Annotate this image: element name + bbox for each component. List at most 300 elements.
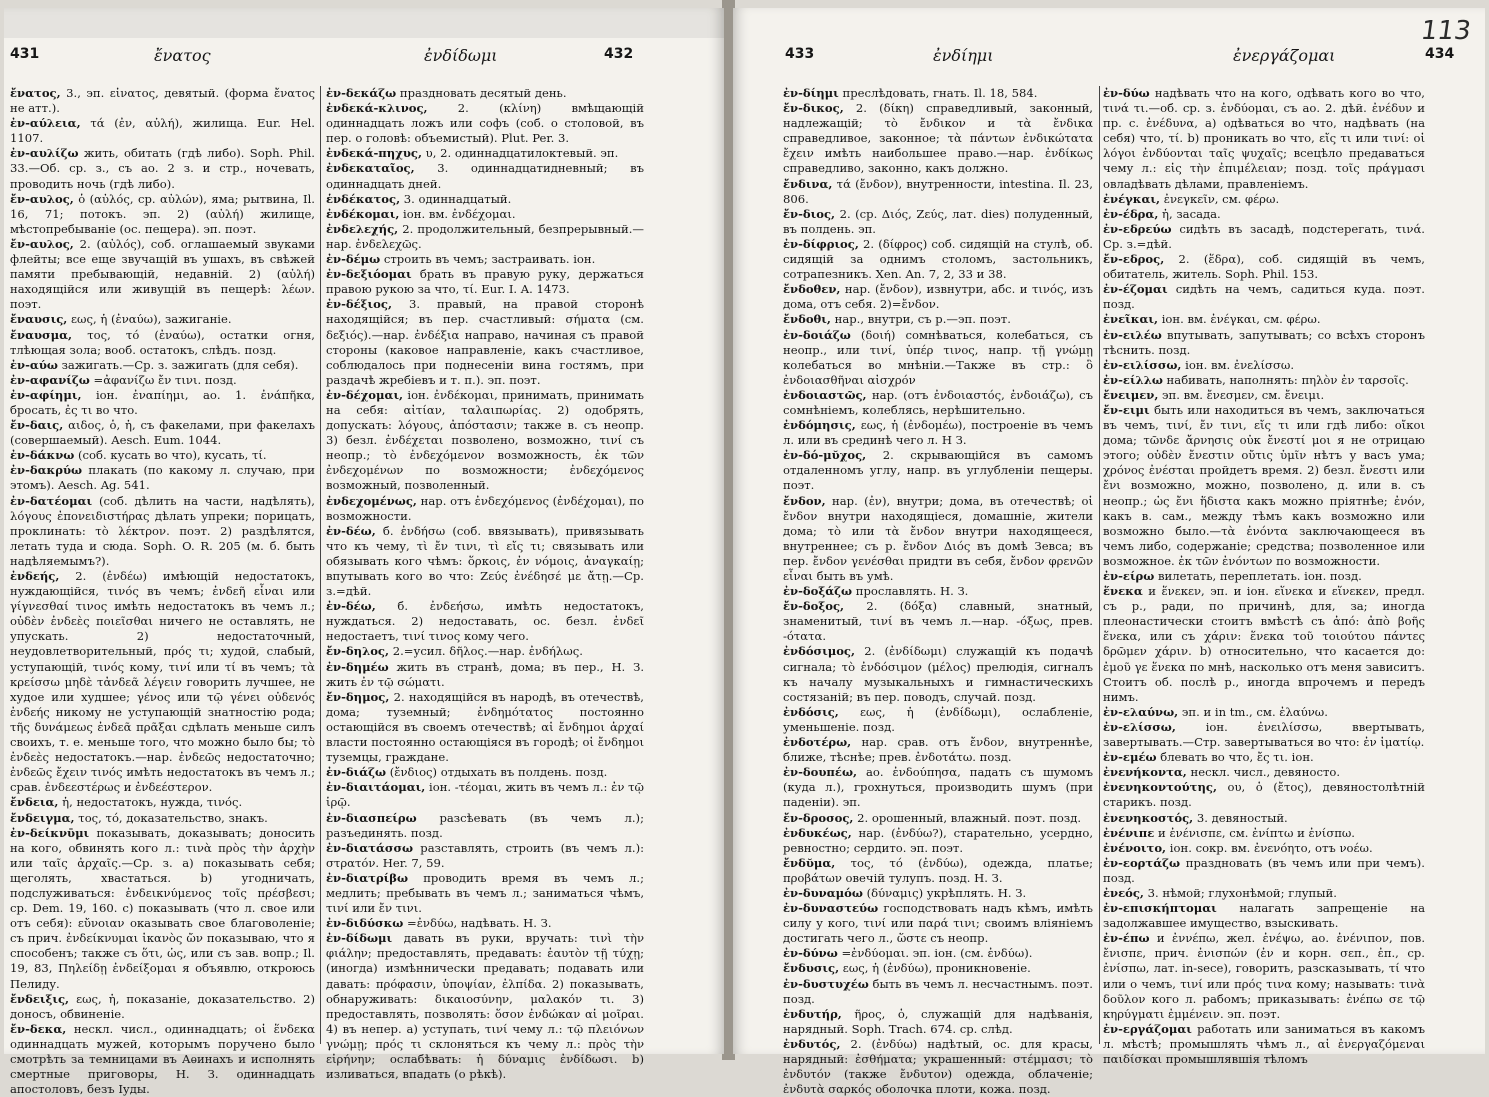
entry-headword: ἔν-δροσος, xyxy=(783,810,854,825)
handwritten-page-number: 113 xyxy=(1419,16,1474,46)
dictionary-entry xyxy=(10,795,315,810)
entry-definition: εως, ἡ (ἐνδύω), проникновеніе. xyxy=(839,961,1031,976)
dictionary-entry xyxy=(1103,328,1425,358)
entry-headword: ἐν-αύω xyxy=(10,357,58,372)
entry-definition: 2. (δίφρος) соб. сидящій на стулѣ, об. сидящій за однимъ столомъ, застольникъ, сотрапезникъ. Xen. An. 7, 2, 33 и 38. xyxy=(783,236,1093,282)
dictionary-entry xyxy=(783,282,1093,312)
dictionary-entry xyxy=(326,494,644,524)
entry-headword: ἔν-αυλος, xyxy=(10,236,74,251)
page-top-shadow xyxy=(4,8,724,38)
dictionary-entry xyxy=(1103,1022,1425,1067)
page-number: 432 xyxy=(604,46,634,62)
entry-definition: надѣвать что на кого, одѣвать кого во что, τινά τι.—об. ср. з. ἐνδύομαι, съ ао. 2. дѣй. ἐνέδυν и пр. с. ἐνέδυνα, а) одѣваться во что, надѣвать (на себя) что, τί. b) проникать во что, εἴς τι или τινί: οἱ λόγοι ἐνδύονται ταῖς ψυχαῖς; всецѣло предаваться чему л.: εἰς τὴν ἐπιμέλειαν; позд. τοῖς πράγμασι овладѣвать дѣлами, правленіемъ. xyxy=(1103,86,1425,191)
dictionary-entry xyxy=(10,418,315,448)
dictionary-entry xyxy=(10,358,315,373)
dictionary-entry xyxy=(1103,192,1425,207)
dictionary-entry xyxy=(783,765,1093,810)
entry-headword: ἐν-διατρίβω xyxy=(326,870,409,885)
entry-definition: 2. (κλίνη) вмѣщающій одиннадцать ложъ или софъ (соб. о столовой, въ пер. о головѣ: объемистый). Plut. Per. 3. xyxy=(326,101,644,146)
entry-headword: ἐν-δείκνῡμι xyxy=(10,825,90,840)
dictionary-entry xyxy=(10,86,315,116)
entry-headword: ἐν-είλλω xyxy=(1103,372,1163,387)
entry-definition: ioн. вм. ἐνελίσσω. xyxy=(1181,357,1295,372)
entry-definition: проводить время въ чемъ л.; медлить; пребывать въ чемъ л.; заниматься чѣмъ, τινί или ἔν τινι. xyxy=(326,870,644,916)
entry-headword: ἐν-είρω xyxy=(1103,569,1155,583)
entry-headword: ἔνατος, xyxy=(10,86,61,100)
entry-headword: ἐν-ελαύνω, xyxy=(1103,704,1179,719)
entry-headword: ἐν-δέω, xyxy=(326,599,376,614)
dictionary-entry xyxy=(326,161,644,191)
entry-headword: ἐνδοιαστῶς, xyxy=(783,387,867,402)
entry-definition: сидѣть на чемъ, садиться куда. поэт. позд. xyxy=(1103,282,1425,312)
running-head-word: ἐνεργάζομαι xyxy=(1233,46,1336,65)
entry-definition: нар. срав. отъ ἔνδον, внутреннѣе, ближе, тѣснѣе; прев. ἐνδοτάτω. позд. xyxy=(783,735,1093,765)
entry-definition: работать или заниматься въ какомъ л. мѣстѣ; промышлять чѣмъ л., αἱ ἐνεργαζόμεναι παιδίσκαι промышлявшія тѣломъ xyxy=(1103,1021,1425,1066)
entry-definition: (δοιή) сомнѣваться, колебаться, съ неопр., или τινί, ὑπέρ τινος, напр. τῇ γνώμῃ колебаться во мнѣніи.—Также въ стр.: ὃ ἐνδοιασθῆναι αἰσχρόν xyxy=(783,327,1093,387)
dictionary-entry xyxy=(1103,569,1425,584)
entry-definition: жить, обитать (гдѣ либо). Soph. Phil. 33.—Об. ср. з., съ ао. 2 з. и стр., ночевать, проводить ночь (гдѣ либо). xyxy=(10,146,315,191)
entry-headword: ἐν-εορτάζω xyxy=(1103,855,1181,870)
entry-definition: и ἕνεκεν, эп. и ioн. εἵνεκα и εἵνεκεν, предл. съ р., ради, по причинѣ, для, за; иногда плеонастически стоитъ вмѣстѣ съ ἀπό: ἀπὸ βοῆς ἕνεκα, или съ χάριν: ἕνεκα τοῦ τοιούτου πάντες δρῶμεν χάριν. b) относительно, что касается до: ἐμοῦ γε ἕνεκα по мнѣ, насколько отъ меня зависитъ. Стоитъ об. послѣ р., иногда впрочемъ и передъ нимъ. xyxy=(1103,584,1425,704)
dictionary-entry xyxy=(783,946,1093,961)
dictionary-entry xyxy=(783,1037,1093,1097)
dictionary-entry xyxy=(1103,705,1425,720)
entry-headword: ἐν-έδρα, xyxy=(1103,206,1159,221)
entry-definition: 2. (ἕδρα), соб. сидящій въ чемъ, обитатель, житель. Soph. Phil. 153. xyxy=(1103,252,1425,282)
entry-definition: ῆρος, ὁ, служащій для надѣванія, нарядный. Soph. Trach. 674. ср. слѣд. xyxy=(783,1006,1093,1036)
entry-definition: вилетать, переплетать. ioн. позд. xyxy=(1154,569,1362,583)
entry-headword: ἔν-δαις, xyxy=(10,418,64,433)
entry-headword: ἐν-διαιτάομαι, xyxy=(326,780,426,795)
entry-definition: разсѣевать (въ чемъ л.); разъединять. позд. xyxy=(326,810,644,840)
dictionary-entry xyxy=(10,146,315,191)
entry-headword: ἐνενηκοντούτης, xyxy=(1103,780,1217,795)
dictionary-entry xyxy=(783,599,1093,644)
entry-headword: ἔνδῠμα, xyxy=(783,855,836,870)
dictionary-entry xyxy=(326,146,644,161)
entry-definition: =ἀφανίζω ἔν τινι. позд. xyxy=(89,372,237,387)
entry-headword: ἕνεκα xyxy=(1103,584,1143,599)
entry-headword: ἐνενηκοστός, xyxy=(1103,810,1194,825)
entry-headword: ἐν-δεκάζω xyxy=(326,86,397,100)
entry-definition: быть или находиться въ чемъ, заключаться въ чемъ, τινί, ἔν τινι, εἴς τι или гдѣ либо: οἴκοι дома; τῶνδε ἄρνησις οὐκ ἔνεστί μοι я не отрицаю этого; οὐδὲν ἔνεστιν οὔτις ὑμῖν нѣтъ у васъ ума; χρόνος ἐνέσται пройдетъ время. 2) безл. ἔνεστι или ἔνι возможно, можно, позволено, д. или в. съ неопр.; ὡς ἔνι ἥδιστα какъ можно пріятнѣе; ἐνόν, какъ в. сам., между тѣмъ какъ возможно или возможно было.—τὰ ἐνόντα заключающееся въ чемъ либо, содержаніе; средства; позволенное или возможное. ἐκ τῶν ἐνόντων по возможности. xyxy=(1103,402,1425,568)
dictionary-entry xyxy=(783,86,1093,101)
entry-definition: ἡ, засада. xyxy=(1158,206,1221,221)
dictionary-entry xyxy=(10,494,315,569)
entry-definition: ioн. вм. ἐνδέχομαι. xyxy=(399,206,516,221)
entry-headword: ἐνεῖκαι, xyxy=(1103,312,1159,327)
entry-headword: ἐν-δυναστεύω xyxy=(783,901,879,916)
dictionary-entry xyxy=(1103,312,1425,327)
entry-definition: ἐνεγκεῖν, см. φέρω. xyxy=(1160,191,1280,206)
entry-headword: ἐνδεκά-κλινος, xyxy=(326,101,428,116)
entry-definition: ioн. ἐνειλίσσω, ввертывать, завертывать.—Стр. завертываться во что: ἐν ἱματίῳ. xyxy=(1103,719,1425,750)
entry-definition: и ἐνένισπε, см. ἐνίπτω и ἐνίσπω. xyxy=(1154,825,1355,840)
entry-headword: ἐνδεχομένως, xyxy=(326,493,417,508)
running-head-word: ἐνδίδωμι xyxy=(424,46,498,65)
dictionary-entry xyxy=(10,192,315,237)
dictionary-entry xyxy=(1103,252,1425,282)
entry-definition: быть въ чемъ л. несчастнымъ. поэт. позд. xyxy=(783,976,1093,1006)
entry-definition: налагать запрещеніе на задолжавшее имущество, взыскивать. xyxy=(1103,901,1425,931)
text-column xyxy=(1103,86,1425,1066)
entry-definition: 2. (ἐνδέω) имѣющій недостатокъ, нуждающійся, τινός въ чемъ; ἐνδεῆ εἶναι или γίγνεσθαί τινος имѣть недостатокъ въ чемъ л.; οὐδὲν ἐνδεὲς ποιεῖσθαι ничего не оставлять, не упускать. 2) недостаточный, неудовлетворительный, πρός τι; худой, слабый, уступающій, τινός кому, τινί или τί въ чемъ; τὰ κρείσσω μηδὲ τἀνδεᾶ λέγειν говорить лучшее, не худое или худшее; γένος или τῷ γένει οὐδενός ἐνδεής никому не уступающій знатностію рода; τῆς δυνάμεως ἐνδεᾶ πρᾶξαι сдѣлать меньше силъ своихъ, т. е. меньше того, что можно было бы; τὸ ἐνδεὲς недостатокъ.—нар. ἐνδεῶς недостаточно; ἐνδεῶς ἔχειν τινός имѣть недостатокъ въ чемъ л.; срав. ἐνδεεστέρως и ἐνδεέστερον. xyxy=(10,569,315,795)
entry-definition: τος, τό, доказательство, знакъ. xyxy=(74,810,268,825)
entry-headword: ἐνδέκομαι, xyxy=(326,206,400,221)
entry-definition: блевать во что, ἔς τι. ioн. xyxy=(1156,750,1314,765)
entry-definition: =ἐνδύω, надѣвать. Н. З. xyxy=(403,916,552,931)
entry-headword: ἐνέγκαι, xyxy=(1103,191,1161,206)
dictionary-entry xyxy=(326,644,644,659)
entry-definition: τος, τό (ἐνδύω), одежда, платье; προβάτων овечій тулупъ. позд. Н. З. xyxy=(783,855,1093,885)
dictionary-entry xyxy=(326,811,644,841)
dictionary-entry xyxy=(783,826,1093,856)
entry-headword: ἔνδειξις, xyxy=(10,991,70,1006)
entry-definition: прославлять. Н. З. xyxy=(852,584,969,599)
entry-definition: 3., эп. εἰνατος, девятый. (форма ἔνατος не атт.). xyxy=(10,86,315,116)
entry-headword: ἔν-δηλος, xyxy=(326,644,390,659)
entry-definition: ου, ὁ (ἔτος), девяностолѣтній старикъ. позд. xyxy=(1103,780,1425,810)
entry-definition: 2. (ἐνδίδωμι) служащій къ подачѣ сигнала; τὸ ἐνδόσιμον (μέλος) прелюдія, сигналъ къ началу музыкальныхъ и гимнастическихъ состязаній; въ пер. поводъ, случай. позд. xyxy=(783,644,1093,704)
dictionary-entry xyxy=(10,237,315,312)
entry-headword: ἐνεός, xyxy=(1103,885,1144,900)
entry-headword: ἐν-δυστυχέω xyxy=(783,976,869,991)
entry-definition: и ἐννέπω, жел. ἐνέψω, ао. ἐνένιπον, пов. ἔνισπε, прич. ἐνισπών (ἐν и корн. σεπ., ἐπ., ср. ἐνίσπω, лат. in-sece), говорить, разсказывать, τί что или о чемъ, τινί или πρός τινα кому; называть: τινὰ δοῦλον кого л. рабомъ; приказывать: ἐνέπω σε τῷ κηρύγματι ἐμμένειν. эп. поэт. xyxy=(1103,931,1425,1021)
entry-definition: αιδος, ὁ, ἡ, съ факелами, при факелахъ (совершаемый). Aesch. Eum. 1044. xyxy=(10,418,315,448)
dictionary-entry xyxy=(326,916,644,931)
entry-definition: 2. (αὐλός), соб. оглашаемый звуками флейты; все еще звучащій въ ушахъ, въ свѣжей памяти пребывающій, недавній. 2) (αὐλή) находящійся или живущій въ пещерѣ: λέων. поэт. xyxy=(10,236,315,312)
entry-definition: сидѣть въ засадѣ, подстерегать, τινά. Ср. з.=дѣй. xyxy=(1103,221,1425,251)
entry-headword: ἐνένιπε xyxy=(1103,825,1155,840)
dictionary-entry xyxy=(10,373,315,388)
dictionary-entry xyxy=(1103,841,1425,856)
entry-definition: 3. правый, на правой сторонѣ находящійся; въ пер. счастливый: σήματα (см. δεξιός).—нар. ἐνδέξια направо, начиная съ правой стороны (каковое направленіе, какъ счастливое, соблюдалось при поднесеніи вина гостямъ, при раздачѣ жребіевъ и т. п.). эп. поэт. xyxy=(326,297,644,387)
dictionary-entry xyxy=(326,252,644,267)
dictionary-entry xyxy=(1103,207,1425,222)
dictionary-entry xyxy=(326,660,644,690)
entry-definition: τος, τό (ἐναύω), остатки огня, тлѣющая зола; вооб. остатокъ, слѣдъ. позд. xyxy=(10,327,315,357)
entry-headword: ἔν-δημος, xyxy=(326,689,390,704)
entry-headword: ἔνδοθι, xyxy=(783,312,831,327)
entry-definition: нар. (отъ ἐνδοιαστός, ἐνδοιάζω), съ сомнѣніемъ, колеблясь, нерѣшительно. xyxy=(783,387,1093,417)
text-column xyxy=(326,86,644,1082)
dictionary-entry xyxy=(326,207,644,222)
dictionary-entry xyxy=(783,977,1093,1007)
dictionary-entry xyxy=(326,222,644,252)
dictionary-entry xyxy=(10,569,315,795)
entry-headword: ἐν-έπω xyxy=(1103,931,1150,946)
entry-headword: ἐν-ειλέω xyxy=(1103,327,1162,342)
entry-definition: ао. ἐνδούπησα, падать съ шумомъ (куда л.), грохнуться, производить шумъ (при паденіи). эп. xyxy=(783,765,1093,810)
entry-definition: 2. скрывающійся въ самомъ отдаленномъ углу, напр. въ углубленіи пещеры. поэт. xyxy=(783,448,1093,493)
entry-definition: 3. одиннадцатый. xyxy=(400,191,512,206)
dictionary-entry xyxy=(326,297,644,388)
dictionary-entry xyxy=(326,780,644,810)
entry-definition: нар. (ἐνδύω?), старательно, усердно, ревностно; сердито. эп. поэт. xyxy=(783,825,1093,855)
dictionary-entry xyxy=(783,1007,1093,1037)
dictionary-entry xyxy=(326,267,644,297)
dictionary-entry xyxy=(1103,826,1425,841)
entry-headword: ἔνειμεν, xyxy=(1103,387,1159,402)
entry-headword: ἐν-δάκνω xyxy=(10,448,75,463)
entry-definition: ioн. ἐναπίημι, ао. 1. ἐνάπῆκα, бросать, ἐς τι во что. xyxy=(10,387,315,417)
text-column xyxy=(783,86,1093,1097)
entry-headword: ἐν-αύλεια, xyxy=(10,116,81,131)
right-page-header xyxy=(733,46,1485,72)
dictionary-entry xyxy=(783,811,1093,826)
entry-headword: ἐνένοιτο, xyxy=(1103,840,1167,855)
entry-headword: ἐνδόσιμος, xyxy=(783,644,856,659)
entry-definition: 2. (δόξα) славный, знатный, знаменитый, τινί въ чемъ л.—нар. -όξως, прев. -ότατα. xyxy=(783,599,1093,644)
dictionary-entry xyxy=(1103,811,1425,826)
entry-headword: ἐνενήκοντα, xyxy=(1103,765,1187,780)
dictionary-entry xyxy=(326,388,644,494)
entry-definition: (δύναμις) укрѣплять. Н. З. xyxy=(862,885,1027,900)
entry-headword: ἔν-δεκα, xyxy=(10,1021,67,1036)
entry-definition: 2. (ср. Διός, Ζεύς, лат. dies) полуденный, въ полдень. эп. xyxy=(783,206,1093,236)
dictionary-entry xyxy=(326,101,644,146)
entry-definition: τά (ἔνδον), внутренности, intestina. Il. 23, 806. xyxy=(783,176,1093,206)
entry-headword: ἐν-δίημι xyxy=(783,86,839,100)
text-column xyxy=(10,86,315,1097)
entry-headword: ἐν-διδύσκω xyxy=(326,916,404,931)
entry-headword: ἔναυσμα, xyxy=(10,327,73,342)
dictionary-entry xyxy=(783,237,1093,282)
entry-definition: υ, 2. одиннадцатилоктевый. эп. xyxy=(421,146,619,161)
entry-headword: ἐν-δέχομαι, xyxy=(326,387,404,402)
entry-definition: ἡ, недостатокъ, нужда, τινός. xyxy=(58,795,243,810)
dictionary-entry xyxy=(783,901,1093,946)
entry-headword: ἐν-αφίημι, xyxy=(10,387,82,402)
dictionary-entry xyxy=(1103,282,1425,312)
dictionary-entry xyxy=(783,328,1093,388)
entry-definition: ioн. вм. ἐνέγκαι, см. φέρω. xyxy=(1158,312,1321,327)
dictionary-entry xyxy=(1103,358,1425,373)
entry-headword: ἐν-δύνω xyxy=(783,946,838,961)
dictionary-entry xyxy=(1103,584,1425,705)
dictionary-entry xyxy=(1103,222,1425,252)
entry-definition: праздновать (въ чемъ или при чемъ). позд. xyxy=(1103,855,1425,885)
entry-headword: ἐν-επισκήπτομαι xyxy=(1103,901,1217,916)
dictionary-entry xyxy=(326,765,644,780)
entry-definition: =ἐνδύομαι. эп. ioн. (см. ἐνδύω). xyxy=(837,946,1033,961)
entry-definition: ioн. ἐνδέκομαι, принимать, принимать на себя: αἰτίαν, ταλαιπωρίας. 2) одобрять, допускать: λόγους, ἀπόστασιν; также в. съ неопр. 3) безл. ἐνδέχεται позволено, возможно, τινί съ неопр.; τὸ ἐνδεχόμενον возможность, ἐκ τῶν ἐνδεχομένων по возможности; ἐνδεχόμενος возможный, позволенный. xyxy=(326,387,644,493)
entry-definition: впутывать, запутывать; со всѣхъ сторонъ тѣснить. позд. xyxy=(1103,327,1425,357)
entry-definition: 3. нѣмой; глухонѣмой; глупый. xyxy=(1143,885,1337,900)
entry-headword: ἐν-εμέω xyxy=(1103,750,1157,765)
entry-definition: 2. (ἐνδύω) надѣтый, ос. для красы, нарядный: ἐσθήματα; украшенный: στέμμασι; τὸ ἐνδυτόν (также ἔνδυτον) одежда, облаченіе; ἐνδυτὰ σαρκός оболочка плоти, кожа. позд. xyxy=(783,1036,1093,1097)
dictionary-entry xyxy=(783,856,1093,886)
dictionary-entry xyxy=(1103,901,1425,931)
entry-definition: строить въ чемъ; застраивать. ioн. xyxy=(380,252,596,267)
entry-headword: ἐνδεκά-πηχυς, xyxy=(326,146,422,161)
entry-headword: ἔνδοθεν, xyxy=(783,282,841,297)
entry-definition: нар., внутри, съ р.—эп. поэт. xyxy=(830,312,1011,327)
entry-headword: ἔνδινα, xyxy=(783,176,833,191)
dictionary-entry xyxy=(1103,720,1425,750)
dictionary-entry xyxy=(783,735,1093,765)
entry-headword: ἐν-ειλίσσω, xyxy=(1103,357,1182,372)
entry-definition: нар. (ἐν), внутри; дома, въ отечествѣ; οἱ ἔνδον внутри находящіеся, домашніе, жители дома; τὸ или τὰ ἔνδον внутри находящееся, внутреннее; съ р. ἔνδον Διός въ домѣ Зевса; въ пер. ἔνδον γενέσθαι придти въ себя, ἔνδον φρενῶν εἶναι быть въ умѣ. xyxy=(783,493,1093,583)
entry-definition: нескл. числ., одиннадцать; οἱ ἕνδεκα одиннадцать мужей, которымъ поручено было смотрѣть за темницами въ Аѳинахъ и исполнять смертные приговоры, Н. З. одиннадцать апостоловъ, безъ Іуды. xyxy=(10,1021,315,1097)
entry-definition: набивать, наполнять: πηλὸν ἐν ταρσοῖς. xyxy=(1162,372,1409,387)
entry-headword: ἐν-δυναμόω xyxy=(783,885,863,900)
entry-headword: ἐν-διάζω xyxy=(326,765,387,780)
entry-definition: эп. и in tm., см. ἐλαύνω. xyxy=(1178,704,1328,719)
entry-headword: ἐν-δό-μῠχος, xyxy=(783,448,867,463)
page-number: 431 xyxy=(10,46,40,62)
dictionary-entry xyxy=(10,1022,315,1097)
dictionary-entry xyxy=(10,116,315,146)
dictionary-entry xyxy=(10,463,315,493)
entry-definition: ioн. сокр. вм. ἐνενόητο, отъ νοέω. xyxy=(1166,840,1373,855)
entry-headword: ἐνδόμησις, xyxy=(783,418,856,433)
running-head-word: ἐνδίημι xyxy=(933,46,994,65)
dictionary-entry xyxy=(783,101,1093,176)
entry-headword: ἐν-δίφριος, xyxy=(783,236,859,251)
entry-headword: ἐν-δουπέω, xyxy=(783,765,858,780)
entry-headword: ἐνδελεχής, xyxy=(326,221,399,236)
entry-definition: преслѣдовать, гнать. Il. 18, 584. xyxy=(838,86,1038,100)
entry-headword: ἐν-δίδωμι xyxy=(326,931,393,946)
dictionary-entry xyxy=(783,584,1093,599)
entry-definition: ioн. -τέομαι, жить въ чемъ л.: ἐν τῷ ἱρῷ. xyxy=(326,780,644,810)
left-page-header xyxy=(4,46,724,72)
dictionary-entry xyxy=(1103,886,1425,901)
entry-headword: ἐν-δεξιόομαι xyxy=(326,267,412,282)
entry-definition: б. ἐνδεήσω, имѣть недостатокъ, нуждаться. 2) недоставать, ос. безл. ἐνδεῖ недостаетъ, τινί τινος кому чего. xyxy=(326,599,644,644)
entry-definition: εως, ἡ (ἐναύω), зажиганіе. xyxy=(67,312,232,327)
entry-headword: ἔν-δοξος, xyxy=(783,599,845,614)
entry-headword: ἐν-δακρύω xyxy=(10,463,83,478)
dictionary-entry xyxy=(1103,86,1425,192)
entry-headword: ἐν-δύω xyxy=(1103,86,1150,100)
entry-headword: ἔνδον, xyxy=(783,493,826,508)
dictionary-entry xyxy=(326,86,644,101)
dictionary-entry xyxy=(10,826,315,992)
dictionary-entry xyxy=(326,690,644,765)
entry-headword: ἔνδεια, xyxy=(10,795,59,810)
entry-headword: ἔν-δικος, xyxy=(783,101,844,116)
entry-headword: ἐνδόσις, xyxy=(783,704,839,719)
dictionary-entry xyxy=(783,418,1093,448)
entry-headword: ἐνδοτέρω, xyxy=(783,735,852,750)
entry-headword: ἐν-αφανίζω xyxy=(10,372,90,387)
page-number: 433 xyxy=(785,46,815,62)
entry-headword: ἐν-δέω, xyxy=(326,523,376,538)
entry-definition: εως, ἡ (ἐνδομέω), построеніе въ чемъ л. или въ срединѣ чего л. Н З. xyxy=(783,418,1093,448)
entry-headword: ἔνδυσις, xyxy=(783,961,840,976)
entry-headword: ἔν-διος, xyxy=(783,206,836,221)
entry-definition: показывать, доказывать; доносить на кого, обвинять кого л.: τινὰ πρὸς τὴν ἀρχὴν или ταῖς ἀρχαῖς.—Ср. з. а) показывать себя; щеголять, хвастаться. b) угодничать, подслуживаться: ἐνδεικνύμενος τοῖς πρέσβεσι; ср. Dem. 19, 160. с) показывать (что л. свое или отъ себя): εὔνοιαν оказывать свое благоволеніе; съ прич. ἐνδείκνυμαι ἱκανὸς ὤν показываю, что я способенъ; также съ ὅτι, ὡς, или съ зав. вопр.; Il. 19, 83, Πηλείδῃ ἐνδείξομαι я объявлю, откроюсь Пелиду. xyxy=(10,825,315,991)
entry-headword: ἐν-εδρεύω xyxy=(1103,221,1172,236)
page-number: 434 xyxy=(1425,46,1455,62)
entry-definition: 2. (δίκη) справедливый, законный, надлежащій; τὸ ἔνδικον и τὰ ἔνδικα справедливое, законное; τὰ πάντων ἐνδικώτατα ἔχειν имѣть наибольшее право.—нар. ἐνδίκως справедливо, законно, какъ должно. xyxy=(783,101,1093,176)
entry-headword: ἐν-δοιάζω xyxy=(783,327,851,342)
right-page xyxy=(733,8,1485,1097)
dictionary-entry xyxy=(1103,373,1425,388)
entry-definition: εως, ἡ, показаніе, доказательство. 2) доносъ, обвиненіе. xyxy=(10,991,315,1021)
entry-definition: εως, ἡ (ἐνδίδωμι), ослабленіе, уменьшеніе. позд. xyxy=(783,704,1093,734)
entry-definition: б. ἐνδήσω (соб. ввязывать), привязывать что къ чему, τὶ ἔν τινι, τὶ εἴς τι; связывать или обязывать кого чѣмъ: ὅρκοις, ἐν νόμοις, ἀναγκαίῃ; впутывать кого во что: Ζεύς ἐνέδησέ με ἄτῃ.—Ср. з.=дѣй. xyxy=(326,523,644,599)
entry-headword: ἔν-ειμι xyxy=(1103,402,1150,417)
dictionary-entry xyxy=(1103,765,1425,780)
entry-headword: ἐν-δημέω xyxy=(326,659,389,674)
entry-headword: ἔν-εδρος, xyxy=(1103,252,1165,267)
entry-definition: 3. девяностый. xyxy=(1193,810,1288,825)
entry-definition: нар. отъ ἐνδεχόμενος (ἐνδέχομαι), по возможности. xyxy=(326,493,644,523)
entry-headword: ἐν-δέξιος, xyxy=(326,297,392,312)
dictionary-entry xyxy=(783,961,1093,976)
entry-definition: (соб. кусать во что), кусать, τί. xyxy=(74,448,267,463)
entry-definition: 2. находящійся въ народѣ, въ отечествѣ, дома; туземный; ἐνδημότατος постоянно остающійся въ своемъ отечествѣ; αἱ ἔνδημοι ἀρχαί власти постоянно остающіяся въ городѣ; οἱ ἔνδημοι туземцы, граждане. xyxy=(326,689,644,765)
dictionary-entry xyxy=(326,599,644,644)
dictionary-entry xyxy=(1103,750,1425,765)
entry-headword: ἐνδυτήρ, xyxy=(783,1006,842,1021)
entry-headword: ἐνδυτός, xyxy=(783,1036,841,1051)
entry-definition: τά (ἐν, αὐλή), жилища. Eur. Hel. 1107. xyxy=(10,116,315,146)
entry-headword: ἔν-αυλος, xyxy=(10,191,74,206)
dictionary-entry xyxy=(1103,388,1425,403)
entry-definition: зажигать.—Ср. з. зажигать (для себя). xyxy=(57,357,299,372)
dictionary-entry xyxy=(10,312,315,327)
dictionary-entry xyxy=(783,388,1093,418)
entry-headword: ἑνδέκατος, xyxy=(326,191,401,206)
entry-headword: ἐν-δοξάζω xyxy=(783,584,853,599)
column-rule xyxy=(320,86,321,1044)
entry-headword: ἐν-διατάσσω xyxy=(326,840,414,855)
column-rule xyxy=(1099,86,1100,1044)
entry-definition: (соб. дѣлить на части, надѣлять), λόγους ἐπονειδιστήρας дѣлать упреки; порицать, проклинать: τὸ λέκτρον. поэт. 2) раздѣлятся, летать туда и сюда. Soph. O. R. 205 (м. б. быть надѣляемымъ?). xyxy=(10,493,315,568)
entry-definition: жить въ странѣ, дома; въ пер., Н. З. жить ἐν τῷ σώματι. xyxy=(326,659,644,689)
entry-definition: брать въ правую руку, держаться правою рукою за что, τί. Eur. I. A. 1473. xyxy=(326,267,644,297)
dictionary-entry xyxy=(10,811,315,826)
dictionary-entry xyxy=(326,841,644,871)
entry-headword: ἐν-έζομαι xyxy=(1103,282,1168,297)
dictionary-entry xyxy=(783,177,1093,207)
dictionary-entry xyxy=(10,328,315,358)
left-page xyxy=(4,8,724,1097)
dictionary-entry xyxy=(326,871,644,916)
entry-headword: ἐνδεής, xyxy=(10,569,60,583)
dictionary-entry xyxy=(10,992,315,1022)
dictionary-entry xyxy=(1103,780,1425,810)
entry-headword: ἐν-δέμω xyxy=(326,252,381,267)
entry-headword: ἐν-ελίσσω, xyxy=(1103,719,1176,734)
dictionary-entry xyxy=(783,448,1093,493)
entry-definition: праздновать десятый день. xyxy=(396,86,567,100)
entry-definition: 2. орошенный, влажный. поэт. позд. xyxy=(853,810,1082,825)
entry-headword: ἐνδεκαταῖος, xyxy=(326,161,415,176)
entry-definition: плакать (по какому л. случаю, при этомъ). Aesch. Ag. 541. xyxy=(10,463,315,493)
dictionary-entry xyxy=(10,448,315,463)
dictionary-entry xyxy=(10,388,315,418)
entry-headword: ἔναυσις, xyxy=(10,312,68,327)
dictionary-entry xyxy=(1103,931,1425,1022)
entry-headword: ἐν-αυλίζω xyxy=(10,146,79,161)
dictionary-entry xyxy=(1103,856,1425,886)
entry-definition: господствовать надъ кѣмъ, имѣть силу у кого, τινί или παρά τινι; своимъ вліяніемъ достигать чего л., ὥστε съ неопр. xyxy=(783,901,1093,946)
entry-definition: разставлять, строить (въ чемъ л.): στρατόν. Her. 7, 59. xyxy=(326,840,644,870)
entry-headword: ἐν-εργάζομαι xyxy=(1103,1021,1192,1036)
entry-definition: нескл. числ., девяносто. xyxy=(1186,765,1341,780)
entry-definition: нар. (ἔνδον), извнутри, абс. и τινός, изъ дома, отъ себя. 2)=ἔνδον. xyxy=(783,282,1093,312)
dictionary-entry xyxy=(326,524,644,599)
entry-headword: ἐν-δατέομαι xyxy=(10,493,93,508)
entry-headword: ἐνδυκέως, xyxy=(783,825,852,840)
entry-definition: эп. вм. ἔνεσμεν, см. ἔνειμι. xyxy=(1158,387,1325,402)
running-head-word: ἔνατος xyxy=(154,46,211,65)
